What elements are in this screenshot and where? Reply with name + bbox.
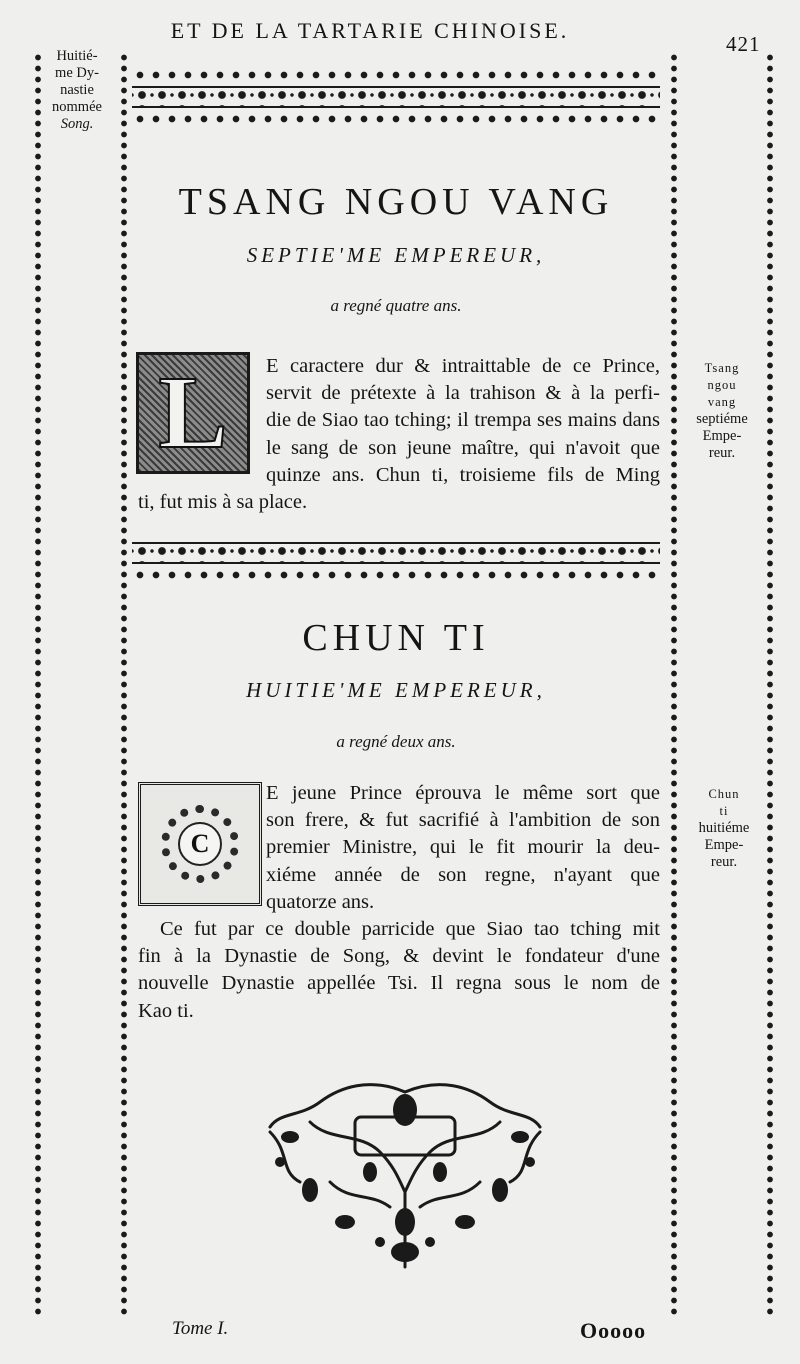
section-title-chun-ti: CHUN TI	[302, 617, 490, 659]
margin-note-line: huitiéme	[698, 820, 750, 836]
text-line: Ce fut par ce double parricide que Siao tao tching mit	[160, 918, 660, 940]
margin-note-line: Empe-	[702, 428, 742, 444]
headpiece-ornament	[132, 70, 660, 148]
reign-length: a regné quatre ans.	[330, 296, 462, 315]
margin-note-line: ngou	[707, 378, 737, 392]
margin-note-tsang	[682, 360, 762, 462]
margin-note-line: Empe-	[704, 837, 744, 853]
text-line: E jeune Prince éprouva le même sort que	[266, 782, 660, 804]
text-line: Kao ti.	[138, 999, 194, 1022]
margin-note-dynasty	[42, 48, 112, 133]
ornament-rule-inner-left	[118, 52, 130, 1318]
paragraph-chun-ti	[138, 780, 660, 916]
paragraph-dynasty-end	[138, 916, 660, 1025]
tailpiece-ornament-icon	[250, 1072, 560, 1272]
section-title-tsang-ngou-vang: TSANG NGOU VANG	[178, 181, 614, 223]
text-line: fin à la Dynastie de Song, & devint le fondateur d'une	[138, 945, 660, 968]
text-line: die de Siao tao tching; il trempa ses mains dans	[266, 409, 660, 432]
page-number: 421	[726, 32, 761, 56]
reign-length: a regné deux ans.	[336, 732, 456, 751]
margin-note-line: ti	[719, 804, 729, 818]
section-divider-ornament	[132, 542, 660, 586]
volume-label: Tome I.	[172, 1318, 229, 1339]
signature-mark: Ooooo	[580, 1318, 647, 1343]
text-line: premier Ministre, qui le fit mourir la deu-	[266, 836, 660, 859]
margin-note-line: nastie	[60, 82, 94, 98]
margin-note-line: reur.	[708, 445, 736, 461]
margin-note-line: septiéme	[696, 411, 748, 427]
ornament-rule-outer-right	[764, 52, 776, 1318]
text-line: E caractere dur & intraittable de ce Prince,	[266, 355, 660, 377]
text-line: nouvelle Dynastie appellée Tsi. Il regna sous le nom de	[138, 972, 660, 995]
margin-note-line: Huitié-	[56, 48, 98, 64]
text-line: quinze ans. Chun ti, troisieme fils de Ming	[266, 463, 660, 486]
section-subtitle: HUITIE'ME EMPEREUR,	[246, 678, 546, 702]
paragraph-tsang	[138, 353, 660, 516]
text-line: ti, fut mis à sa place.	[138, 491, 308, 514]
margin-note-line: nommée	[52, 99, 102, 115]
margin-note-line: Tsang	[704, 361, 740, 375]
margin-note-line: reur.	[710, 854, 738, 870]
margin-note-line: Song.	[60, 116, 94, 132]
running-head: ET DE LA TARTARIE CHINOISE.	[170, 18, 570, 43]
margin-note-line: Chun	[708, 787, 740, 801]
dropcap-letter: C	[178, 822, 222, 866]
ornament-rule-outer-left	[32, 52, 44, 1318]
text-line: quatorze ans.	[266, 890, 375, 913]
margin-note-chun-ti	[684, 786, 764, 871]
text-line: son frere, & fut sacrifié à l'ambition de son	[266, 809, 660, 832]
section-subtitle: SEPTIE'ME EMPEREUR,	[246, 243, 546, 267]
ornament-rule-inner-right	[668, 52, 680, 1318]
text-line: le sang de son jeune maître, qui n'avoit que	[266, 436, 660, 459]
text-line: servit de prétexte à la trahison & à la perfi-	[266, 382, 660, 405]
margin-note-line: vang	[707, 395, 737, 409]
text-line: xiéme année de son regne, n'ayant que	[266, 863, 660, 886]
margin-note-line: me Dy-	[55, 65, 99, 81]
dropcap-letter: L	[158, 355, 228, 470]
